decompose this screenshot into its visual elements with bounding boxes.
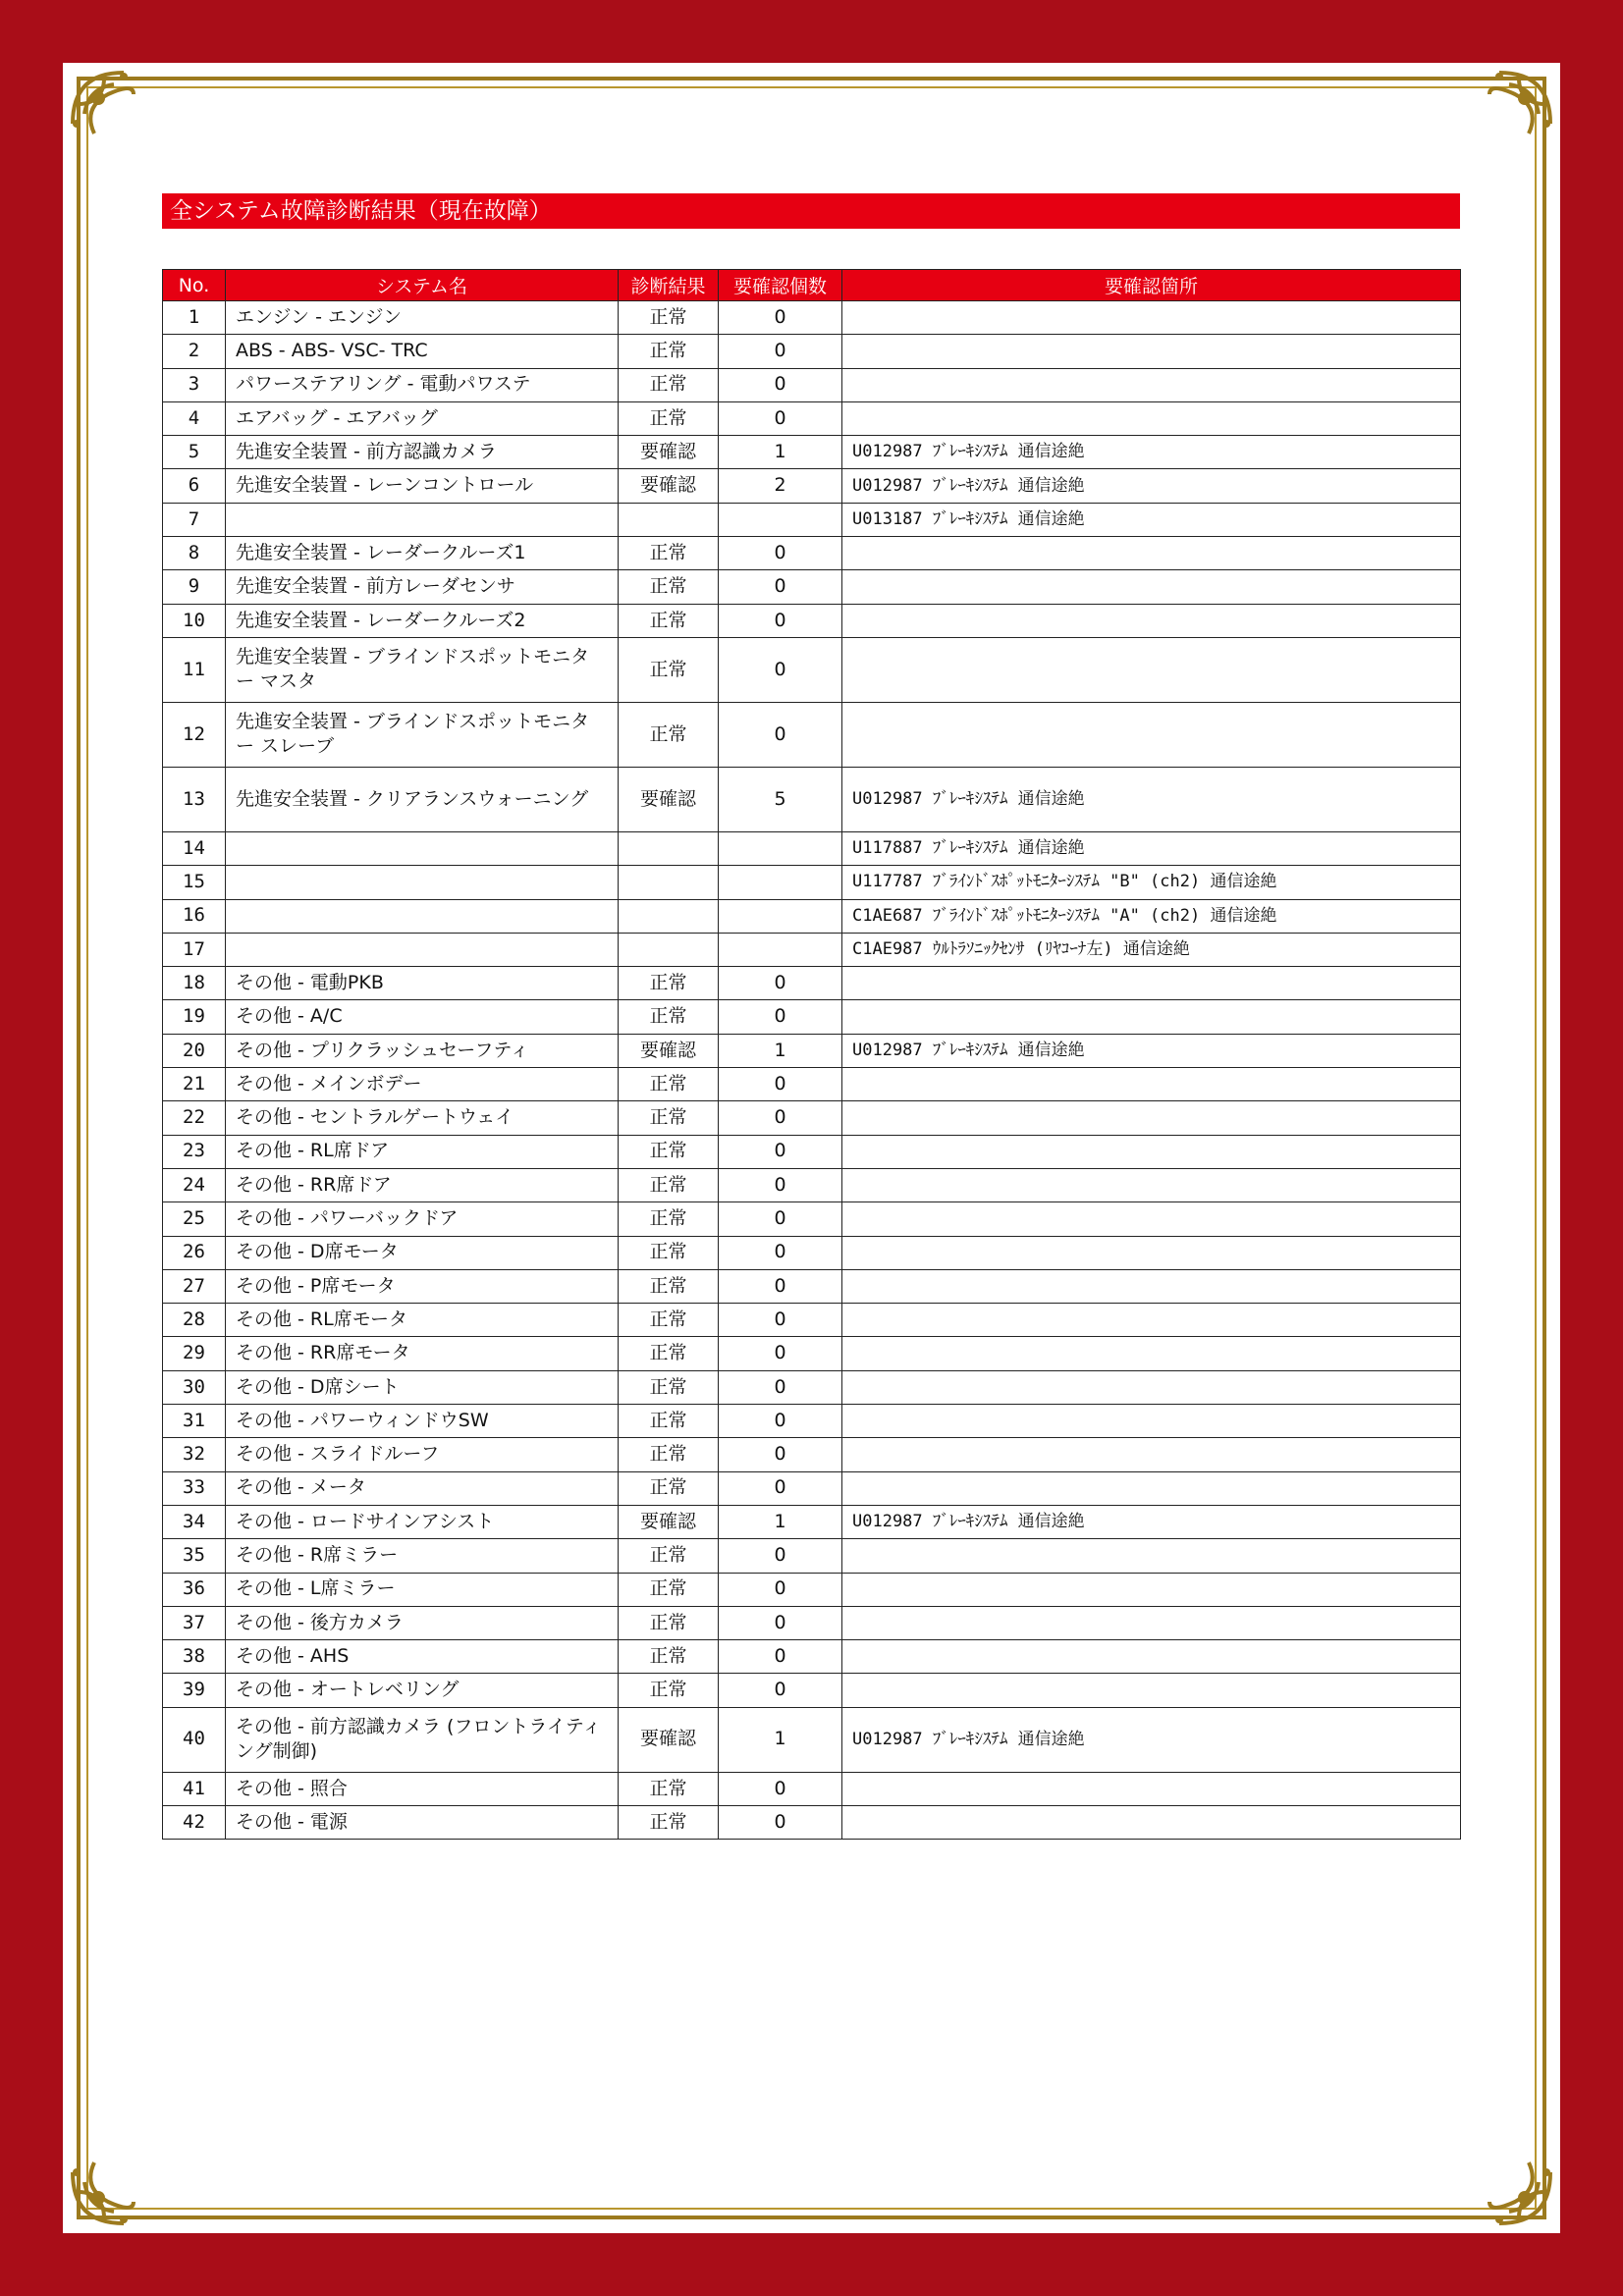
check-location-cell (842, 1438, 1461, 1471)
report-title: 全システム故障診断結果（現在故障） (162, 193, 1460, 229)
check-location-cell: U012987 ﾌﾞﾚｰｷｼｽﾃﾑ 通信途絶 (842, 1505, 1461, 1538)
diagnosis-result-cell: 正常 (619, 1370, 719, 1404)
check-location-cell: C1AE687 ﾌﾞﾗｲﾝﾄﾞｽﾎﾟｯﾄﾓﾆﾀｰｼｽﾃﾑ "A" (ch2) 通信途絶 (842, 899, 1461, 933)
table-row (163, 1707, 1461, 1772)
diagnosis-result-cell: 要確認 (619, 1034, 719, 1067)
diagnosis-result-cell: 正常 (619, 637, 719, 702)
table-row (163, 933, 1461, 966)
check-count-cell: 0 (719, 1606, 842, 1639)
check-count-cell: 0 (719, 1405, 842, 1438)
table-row (163, 335, 1461, 368)
table-row (163, 831, 1461, 865)
check-location-cell (842, 1471, 1461, 1505)
system-name-cell: その他 - 電源 (226, 1805, 619, 1839)
system-name-cell: その他 - D席モータ (226, 1236, 619, 1269)
row-number: 26 (163, 1236, 226, 1269)
table-row (163, 1000, 1461, 1034)
check-count-cell: 0 (719, 1202, 842, 1236)
check-count-cell: 0 (719, 1000, 842, 1034)
check-count-cell: 1 (719, 1707, 842, 1772)
diagnosis-result-cell: 正常 (619, 1068, 719, 1101)
table-header-row (163, 270, 1461, 301)
check-location-cell: U117787 ﾌﾞﾗｲﾝﾄﾞｽﾎﾟｯﾄﾓﾆﾀｰｼｽﾃﾑ "B" (ch2) 通信途絶 (842, 866, 1461, 899)
row-number: 6 (163, 469, 226, 503)
system-name-cell: 先進安全装置 - ブラインドスポットモニター マスタ (226, 637, 619, 702)
check-count-cell: 0 (719, 604, 842, 637)
row-number: 20 (163, 1034, 226, 1067)
header-system-name: システム名 (226, 270, 619, 301)
check-count-cell: 0 (719, 1101, 842, 1135)
table-row (163, 1269, 1461, 1303)
row-number: 12 (163, 702, 226, 767)
table-row (163, 1405, 1461, 1438)
row-number: 17 (163, 933, 226, 966)
check-location-cell: U012987 ﾌﾞﾚｰｷｼｽﾃﾑ 通信途絶 (842, 767, 1461, 831)
diagnosis-result-cell: 正常 (619, 1202, 719, 1236)
diagnosis-result-cell: 正常 (619, 1674, 719, 1707)
check-location-cell (842, 301, 1461, 335)
diagnosis-result-cell: 正常 (619, 335, 719, 368)
table-body (163, 301, 1461, 1840)
system-name-cell: エンジン - エンジン (226, 301, 619, 335)
check-location-cell (842, 368, 1461, 401)
diagnosis-result-cell: 正常 (619, 401, 719, 435)
check-count-cell: 0 (719, 1304, 842, 1337)
system-name-cell: その他 - P席モータ (226, 1269, 619, 1303)
header-count: 要確認個数 (719, 270, 842, 301)
row-number: 7 (163, 503, 226, 536)
row-number: 8 (163, 537, 226, 570)
table-row (163, 537, 1461, 570)
row-number: 40 (163, 1707, 226, 1772)
corner-ornament-icon (1464, 65, 1558, 159)
diagnosis-result-cell: 要確認 (619, 767, 719, 831)
system-name-cell: その他 - パワーバックドア (226, 1202, 619, 1236)
check-count-cell: 0 (719, 1674, 842, 1707)
row-number: 16 (163, 899, 226, 933)
table-row (163, 967, 1461, 1000)
system-name-cell: 先進安全装置 - クリアランスウォーニング (226, 767, 619, 831)
system-name-cell: その他 - プリクラッシュセーフティ (226, 1034, 619, 1067)
check-location-cell (842, 1805, 1461, 1839)
check-count-cell: 1 (719, 1034, 842, 1067)
table-row (163, 767, 1461, 831)
row-number: 35 (163, 1539, 226, 1573)
row-number: 38 (163, 1640, 226, 1674)
system-name-cell: その他 - メータ (226, 1471, 619, 1505)
table-row (163, 1805, 1461, 1839)
check-location-cell: C1AE987 ｳﾙﾄﾗｿﾆｯｸｾﾝｻ (ﾘﾔｺｰﾅ左) 通信途絶 (842, 933, 1461, 966)
diagnosis-result-cell (619, 503, 719, 536)
row-number: 33 (163, 1471, 226, 1505)
row-number: 27 (163, 1269, 226, 1303)
system-name-cell: その他 - RR席モータ (226, 1337, 619, 1370)
header-no: No. (163, 270, 226, 301)
table-row (163, 570, 1461, 604)
check-count-cell: 0 (719, 368, 842, 401)
check-location-cell (842, 1539, 1461, 1573)
header-result: 診断結果 (619, 270, 719, 301)
system-name-cell: その他 - セントラルゲートウェイ (226, 1101, 619, 1135)
table-row (163, 1236, 1461, 1269)
diagnosis-result-cell: 正常 (619, 1168, 719, 1201)
system-name-cell: その他 - メインボデー (226, 1068, 619, 1101)
check-count-cell: 0 (719, 1135, 842, 1168)
system-name-cell: その他 - AHS (226, 1640, 619, 1674)
table-row (163, 436, 1461, 469)
check-count-cell: 0 (719, 1805, 842, 1839)
table-row (163, 368, 1461, 401)
diagnosis-result-cell: 正常 (619, 1405, 719, 1438)
diagnosis-result-cell: 正常 (619, 967, 719, 1000)
row-number: 21 (163, 1068, 226, 1101)
row-number: 9 (163, 570, 226, 604)
check-count-cell: 0 (719, 1640, 842, 1674)
check-location-cell (842, 1304, 1461, 1337)
diagnosis-result-cell: 正常 (619, 301, 719, 335)
system-name-cell: 先進安全装置 - レーダークルーズ2 (226, 604, 619, 637)
row-number: 41 (163, 1772, 226, 1805)
table-row (163, 1606, 1461, 1639)
row-number: 19 (163, 1000, 226, 1034)
diagnosis-result-cell: 正常 (619, 1438, 719, 1471)
check-location-cell: U013187 ﾌﾞﾚｰｷｼｽﾃﾑ 通信途絶 (842, 503, 1461, 536)
check-count-cell: 0 (719, 537, 842, 570)
check-count-cell (719, 503, 842, 536)
corner-ornament-icon (65, 2137, 159, 2231)
check-location-cell (842, 1405, 1461, 1438)
system-name-cell: 先進安全装置 - レーンコントロール (226, 469, 619, 503)
system-name-cell: 先進安全装置 - 前方認識カメラ (226, 436, 619, 469)
diagnosis-table (162, 269, 1461, 1840)
check-count-cell: 0 (719, 1438, 842, 1471)
system-name-cell: その他 - RL席ドア (226, 1135, 619, 1168)
diagnosis-result-cell (619, 899, 719, 933)
check-location-cell (842, 401, 1461, 435)
system-name-cell: その他 - RR席ドア (226, 1168, 619, 1201)
check-location-cell (842, 604, 1461, 637)
check-count-cell: 0 (719, 1269, 842, 1303)
table-row (163, 1068, 1461, 1101)
check-count-cell: 0 (719, 1337, 842, 1370)
check-count-cell (719, 899, 842, 933)
row-number: 32 (163, 1438, 226, 1471)
row-number: 18 (163, 967, 226, 1000)
diagnosis-result-cell: 正常 (619, 1471, 719, 1505)
table-row (163, 503, 1461, 536)
row-number: 37 (163, 1606, 226, 1639)
system-name-cell: その他 - 照合 (226, 1772, 619, 1805)
system-name-cell: その他 - ロードサインアシスト (226, 1505, 619, 1538)
corner-ornament-icon (65, 65, 159, 159)
check-count-cell (719, 866, 842, 899)
check-location-cell (842, 1674, 1461, 1707)
check-count-cell: 0 (719, 1772, 842, 1805)
check-location-cell (842, 702, 1461, 767)
diagnosis-result-cell: 正常 (619, 1269, 719, 1303)
system-name-cell: その他 - L席ミラー (226, 1573, 619, 1606)
check-count-cell: 0 (719, 1236, 842, 1269)
table-row (163, 604, 1461, 637)
table-row (163, 1438, 1461, 1471)
row-number: 11 (163, 637, 226, 702)
check-location-cell: U117887 ﾌﾞﾚｰｷｼｽﾃﾑ 通信途絶 (842, 831, 1461, 865)
row-number: 15 (163, 866, 226, 899)
check-location-cell (842, 1000, 1461, 1034)
check-location-cell (842, 1202, 1461, 1236)
table-row (163, 1640, 1461, 1674)
row-number: 31 (163, 1405, 226, 1438)
table-row (163, 1674, 1461, 1707)
row-number: 13 (163, 767, 226, 831)
system-name-cell: パワーステアリング - 電動パワステ (226, 368, 619, 401)
table-row (163, 637, 1461, 702)
diagnosis-result-cell: 正常 (619, 702, 719, 767)
row-number: 5 (163, 436, 226, 469)
row-number: 24 (163, 1168, 226, 1201)
diagnosis-result-cell: 要確認 (619, 1505, 719, 1538)
check-location-cell (842, 1606, 1461, 1639)
check-count-cell: 1 (719, 1505, 842, 1538)
row-number: 25 (163, 1202, 226, 1236)
row-number: 4 (163, 401, 226, 435)
diagnosis-result-cell (619, 866, 719, 899)
check-location-cell (842, 335, 1461, 368)
table-row (163, 469, 1461, 503)
check-location-cell (842, 1168, 1461, 1201)
row-number: 22 (163, 1101, 226, 1135)
diagnosis-result-cell: 正常 (619, 1304, 719, 1337)
check-location-cell (842, 1370, 1461, 1404)
check-location-cell: U012987 ﾌﾞﾚｰｷｼｽﾃﾑ 通信途絶 (842, 1034, 1461, 1067)
system-name-cell: 先進安全装置 - ブラインドスポットモニター スレーブ (226, 702, 619, 767)
table-row (163, 1539, 1461, 1573)
system-name-cell: その他 - スライドルーフ (226, 1438, 619, 1471)
check-count-cell: 0 (719, 1068, 842, 1101)
table-row (163, 1573, 1461, 1606)
check-location-cell (842, 1573, 1461, 1606)
check-location-cell (842, 967, 1461, 1000)
check-count-cell: 0 (719, 637, 842, 702)
table-row (163, 1304, 1461, 1337)
system-name-cell (226, 933, 619, 966)
table-row (163, 1772, 1461, 1805)
row-number: 10 (163, 604, 226, 637)
check-count-cell: 0 (719, 1573, 842, 1606)
check-count-cell: 0 (719, 1539, 842, 1573)
system-name-cell (226, 866, 619, 899)
table-row (163, 1370, 1461, 1404)
table-row (163, 1101, 1461, 1135)
system-name-cell: その他 - 後方カメラ (226, 1606, 619, 1639)
system-name-cell: その他 - D席シート (226, 1370, 619, 1404)
check-count-cell: 0 (719, 401, 842, 435)
table-row (163, 1168, 1461, 1201)
system-name-cell: その他 - A/C (226, 1000, 619, 1034)
row-number: 34 (163, 1505, 226, 1538)
system-name-cell: その他 - パワーウィンドウSW (226, 1405, 619, 1438)
row-number: 23 (163, 1135, 226, 1168)
table-row (163, 1034, 1461, 1067)
system-name-cell: エアバッグ - エアバッグ (226, 401, 619, 435)
table-row (163, 702, 1461, 767)
check-location-cell (842, 1772, 1461, 1805)
diagnosis-result-cell: 正常 (619, 1805, 719, 1839)
check-location-cell (842, 1269, 1461, 1303)
diagnosis-result-cell: 正常 (619, 1606, 719, 1639)
diagnosis-result-cell (619, 831, 719, 865)
table-row (163, 1505, 1461, 1538)
table-row (163, 899, 1461, 933)
system-name-cell: その他 - R席ミラー (226, 1539, 619, 1573)
check-location-cell: U012987 ﾌﾞﾚｰｷｼｽﾃﾑ 通信途絶 (842, 469, 1461, 503)
row-number: 2 (163, 335, 226, 368)
row-number: 36 (163, 1573, 226, 1606)
row-number: 28 (163, 1304, 226, 1337)
diagnosis-result-cell: 正常 (619, 570, 719, 604)
diagnosis-result-cell: 正常 (619, 1236, 719, 1269)
check-location-cell (842, 1101, 1461, 1135)
check-count-cell: 0 (719, 335, 842, 368)
table-row (163, 866, 1461, 899)
diagnosis-result-cell: 正常 (619, 1135, 719, 1168)
diagnosis-result-cell: 正常 (619, 1640, 719, 1674)
table-row (163, 1337, 1461, 1370)
row-number: 42 (163, 1805, 226, 1839)
corner-ornament-icon (1464, 2137, 1558, 2231)
diagnosis-result-cell: 正常 (619, 1772, 719, 1805)
diagnosis-result-cell: 正常 (619, 604, 719, 637)
table-row (163, 401, 1461, 435)
check-location-cell (842, 1236, 1461, 1269)
check-location-cell (842, 1640, 1461, 1674)
diagnosis-result-cell: 正常 (619, 1539, 719, 1573)
diagnosis-result-cell: 正常 (619, 1101, 719, 1135)
check-location-cell: U012987 ﾌﾞﾚｰｷｼｽﾃﾑ 通信途絶 (842, 1707, 1461, 1772)
check-count-cell: 1 (719, 436, 842, 469)
diagnosis-result-cell: 正常 (619, 368, 719, 401)
table-row (163, 1202, 1461, 1236)
check-count-cell: 0 (719, 967, 842, 1000)
header-location: 要確認箇所 (842, 270, 1461, 301)
row-number: 14 (163, 831, 226, 865)
system-name-cell: その他 - 前方認識カメラ (フロントライティング制御) (226, 1707, 619, 1772)
system-name-cell: その他 - オートレベリング (226, 1674, 619, 1707)
check-location-cell (842, 570, 1461, 604)
row-number: 30 (163, 1370, 226, 1404)
diagnosis-result-cell (619, 933, 719, 966)
check-count-cell (719, 933, 842, 966)
diagnosis-result-cell: 正常 (619, 1337, 719, 1370)
diagnosis-result-cell: 要確認 (619, 469, 719, 503)
diagnosis-result-cell: 正常 (619, 1573, 719, 1606)
system-name-cell (226, 899, 619, 933)
row-number: 3 (163, 368, 226, 401)
table-row (163, 1135, 1461, 1168)
row-number: 39 (163, 1674, 226, 1707)
check-location-cell (842, 1135, 1461, 1168)
report-page (63, 63, 1560, 2233)
check-location-cell (842, 537, 1461, 570)
check-location-cell (842, 1337, 1461, 1370)
check-count-cell: 0 (719, 1370, 842, 1404)
system-name-cell (226, 503, 619, 536)
check-count-cell: 0 (719, 570, 842, 604)
system-name-cell: ABS - ABS- VSC- TRC (226, 335, 619, 368)
diagnosis-result-cell: 正常 (619, 1000, 719, 1034)
check-location-cell (842, 1068, 1461, 1101)
check-count-cell: 0 (719, 702, 842, 767)
check-count-cell (719, 831, 842, 865)
check-location-cell (842, 637, 1461, 702)
diagnosis-result-cell: 要確認 (619, 1707, 719, 1772)
row-number: 29 (163, 1337, 226, 1370)
check-count-cell: 0 (719, 1168, 842, 1201)
check-count-cell: 5 (719, 767, 842, 831)
system-name-cell (226, 831, 619, 865)
diagnosis-result-cell: 要確認 (619, 436, 719, 469)
system-name-cell: その他 - 電動PKB (226, 967, 619, 1000)
table-row (163, 1471, 1461, 1505)
row-number: 1 (163, 301, 226, 335)
system-name-cell: その他 - RL席モータ (226, 1304, 619, 1337)
check-count-cell: 0 (719, 301, 842, 335)
check-location-cell: U012987 ﾌﾞﾚｰｷｼｽﾃﾑ 通信途絶 (842, 436, 1461, 469)
diagnosis-result-cell: 正常 (619, 537, 719, 570)
system-name-cell: 先進安全装置 - 前方レーダセンサ (226, 570, 619, 604)
check-count-cell: 0 (719, 1471, 842, 1505)
system-name-cell: 先進安全装置 - レーダークルーズ1 (226, 537, 619, 570)
table-row (163, 301, 1461, 335)
check-count-cell: 2 (719, 469, 842, 503)
